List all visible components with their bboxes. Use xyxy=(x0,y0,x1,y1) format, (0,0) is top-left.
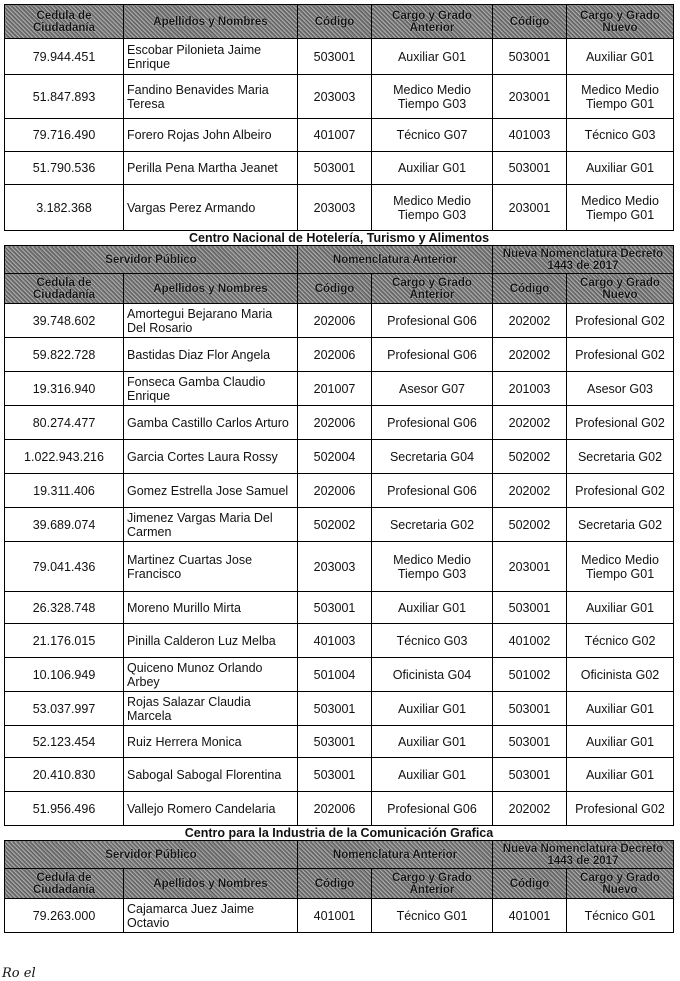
header-codigo-nuevo: Código xyxy=(493,5,567,39)
codigo-anterior-cell: 503001 xyxy=(298,592,372,624)
nombre-cell: Gamba Castillo Carlos Arturo xyxy=(124,406,298,440)
cargo-anterior-cell: Oficinista G04 xyxy=(372,658,493,692)
codigo-anterior-cell: 203003 xyxy=(298,75,372,119)
group-header-row xyxy=(5,246,674,274)
cargo-nuevo-cell: Oficinista G02 xyxy=(567,658,674,692)
section-title: Centro Nacional de Hotelería, Turismo y Alimentos xyxy=(5,231,674,246)
table-row xyxy=(5,726,674,758)
cedula-cell: 21.176.015 xyxy=(5,624,124,658)
codigo-anterior-cell: 503001 xyxy=(298,726,372,758)
cedula-cell: 52.123.454 xyxy=(5,726,124,758)
cargo-anterior-cell: Profesional G06 xyxy=(372,406,493,440)
codigo-anterior-cell: 401007 xyxy=(298,119,372,152)
codigo-anterior-cell: 502002 xyxy=(298,508,372,542)
nombre-cell: Ruiz Herrera Monica xyxy=(124,726,298,758)
cargo-nuevo-cell: Profesional G02 xyxy=(567,792,674,826)
nombre-cell: Escobar Pilonieta Jaime Enrique xyxy=(124,39,298,75)
table-row xyxy=(5,624,674,658)
nombre-cell: Rojas Salazar Claudia Marcela xyxy=(124,692,298,726)
table-row xyxy=(5,542,674,592)
cargo-nuevo-cell: Medico Medio Tiempo G01 xyxy=(567,75,674,119)
header-codigo: Código xyxy=(298,869,372,899)
codigo-nuevo-cell: 401001 xyxy=(493,899,567,933)
codigo-nuevo-cell: 202002 xyxy=(493,792,567,826)
nombre-cell: Vallejo Romero Candelaria xyxy=(124,792,298,826)
cedula-cell: 53.037.997 xyxy=(5,692,124,726)
codigo-nuevo-cell: 503001 xyxy=(493,726,567,758)
cargo-anterior-cell: Auxiliar G01 xyxy=(372,592,493,624)
header-cedula: Cedula de Ciudadanía xyxy=(5,274,124,304)
codigo-nuevo-cell: 401002 xyxy=(493,624,567,658)
codigo-nuevo-cell: 203001 xyxy=(493,542,567,592)
nombre-cell: Garcia Cortes Laura Rossy xyxy=(124,440,298,474)
cargo-anterior-cell: Profesional G06 xyxy=(372,338,493,372)
codigo-nuevo-cell: 202002 xyxy=(493,474,567,508)
section-title-row xyxy=(5,826,674,841)
cargo-anterior-cell: Profesional G06 xyxy=(372,304,493,338)
cargo-anterior-cell: Medico Medio Tiempo G03 xyxy=(372,185,493,231)
table-row xyxy=(5,185,674,231)
header-cargo-anterior: Cargo y Grado Anterior xyxy=(372,869,493,899)
cargo-nuevo-cell: Profesional G02 xyxy=(567,304,674,338)
nombre-cell: Moreno Murillo Mirta xyxy=(124,592,298,624)
handwritten-mark: Ro el xyxy=(2,966,36,981)
nombre-cell: Forero Rojas John Albeiro xyxy=(124,119,298,152)
codigo-nuevo-cell: 503001 xyxy=(493,758,567,792)
header-apellidos-nombres: Apellidos y Nombres xyxy=(124,5,298,39)
cargo-nuevo-cell: Técnico G01 xyxy=(567,899,674,933)
nombre-cell: Martinez Cuartas Jose Francisco xyxy=(124,542,298,592)
table-row xyxy=(5,899,674,933)
cedula-cell: 51.790.536 xyxy=(5,152,124,185)
table-row xyxy=(5,119,674,152)
nombre-cell: Jimenez Vargas Maria Del Carmen xyxy=(124,508,298,542)
cargo-nuevo-cell: Secretaria G02 xyxy=(567,508,674,542)
cedula-cell: 80.274.477 xyxy=(5,406,124,440)
cargo-nuevo-cell: Auxiliar G01 xyxy=(567,758,674,792)
codigo-anterior-cell: 203003 xyxy=(298,542,372,592)
cargo-anterior-cell: Auxiliar G01 xyxy=(372,758,493,792)
table-row xyxy=(5,440,674,474)
cedula-cell: 1.022.943.216 xyxy=(5,440,124,474)
cargo-anterior-cell: Técnico G01 xyxy=(372,899,493,933)
cedula-cell: 51.847.893 xyxy=(5,75,124,119)
codigo-nuevo-cell: 502002 xyxy=(493,440,567,474)
cedula-cell: 59.822.728 xyxy=(5,338,124,372)
codigo-nuevo-cell: 202002 xyxy=(493,406,567,440)
cargo-anterior-cell: Profesional G06 xyxy=(372,792,493,826)
cargo-nuevo-cell: Técnico G02 xyxy=(567,624,674,658)
codigo-nuevo-cell: 202002 xyxy=(493,304,567,338)
codigo-anterior-cell: 502004 xyxy=(298,440,372,474)
cargo-anterior-cell: Medico Medio Tiempo G03 xyxy=(372,542,493,592)
table-row xyxy=(5,39,674,75)
column-header-row xyxy=(5,274,674,304)
header-codigo-nuevo: Código xyxy=(493,274,567,304)
codigo-anterior-cell: 503001 xyxy=(298,692,372,726)
nombre-cell: Perilla Pena Martha Jeanet xyxy=(124,152,298,185)
cedula-cell: 39.689.074 xyxy=(5,508,124,542)
table-row xyxy=(5,152,674,185)
codigo-nuevo-cell: 201003 xyxy=(493,372,567,406)
nombre-cell: Quiceno Munoz Orlando Arbey xyxy=(124,658,298,692)
cargo-nuevo-cell: Medico Medio Tiempo G01 xyxy=(567,542,674,592)
cargo-nuevo-cell: Técnico G03 xyxy=(567,119,674,152)
cedula-cell: 26.328.748 xyxy=(5,592,124,624)
codigo-anterior-cell: 201007 xyxy=(298,372,372,406)
header-nueva-nomenclatura: Nueva Nomenclatura Decreto 1443 de 2017 xyxy=(493,841,674,869)
codigo-nuevo-cell: 503001 xyxy=(493,152,567,185)
codigo-nuevo-cell: 202002 xyxy=(493,338,567,372)
cargo-nuevo-cell: Profesional G02 xyxy=(567,406,674,440)
cargo-nuevo-cell: Asesor G03 xyxy=(567,372,674,406)
nombre-cell: Vargas Perez Armando xyxy=(124,185,298,231)
document-page xyxy=(4,4,673,933)
column-header-row xyxy=(5,869,674,899)
table-row xyxy=(5,592,674,624)
table-row xyxy=(5,758,674,792)
codigo-nuevo-cell: 203001 xyxy=(493,185,567,231)
codigo-anterior-cell: 401003 xyxy=(298,624,372,658)
header-cedula: Cedula de Ciudadanía xyxy=(5,869,124,899)
cedula-cell: 10.106.949 xyxy=(5,658,124,692)
codigo-anterior-cell: 503001 xyxy=(298,152,372,185)
codigo-anterior-cell: 401001 xyxy=(298,899,372,933)
header-servidor-publico: Servidor Público xyxy=(5,841,298,869)
header-nomenclatura-anterior: Nomenclatura Anterior xyxy=(298,841,493,869)
cargo-nuevo-cell: Auxiliar G01 xyxy=(567,152,674,185)
cargo-anterior-cell: Profesional G06 xyxy=(372,474,493,508)
table-row xyxy=(5,304,674,338)
header-cargo-nuevo: Cargo y Grado Nuevo xyxy=(567,869,674,899)
cedula-cell: 19.316.940 xyxy=(5,372,124,406)
codigo-anterior-cell: 203003 xyxy=(298,185,372,231)
codigo-nuevo-cell: 501002 xyxy=(493,658,567,692)
cargo-nuevo-cell: Auxiliar G01 xyxy=(567,592,674,624)
header-codigo: Código xyxy=(298,274,372,304)
header-cargo-nuevo: Cargo y Grado Nuevo xyxy=(567,274,674,304)
cedula-cell: 79.263.000 xyxy=(5,899,124,933)
cargo-nuevo-cell: Medico Medio Tiempo G01 xyxy=(567,185,674,231)
nomenclature-table xyxy=(4,4,674,933)
codigo-nuevo-cell: 503001 xyxy=(493,39,567,75)
cedula-cell: 79.944.451 xyxy=(5,39,124,75)
cargo-anterior-cell: Medico Medio Tiempo G03 xyxy=(372,75,493,119)
cargo-anterior-cell: Auxiliar G01 xyxy=(372,692,493,726)
table-row xyxy=(5,474,674,508)
cargo-nuevo-cell: Auxiliar G01 xyxy=(567,726,674,758)
cedula-cell: 79.716.490 xyxy=(5,119,124,152)
table-row xyxy=(5,75,674,119)
codigo-anterior-cell: 501004 xyxy=(298,658,372,692)
header-servidor-publico: Servidor Público xyxy=(5,246,298,274)
nombre-cell: Bastidas Diaz Flor Angela xyxy=(124,338,298,372)
table-row xyxy=(5,338,674,372)
codigo-anterior-cell: 202006 xyxy=(298,304,372,338)
nombre-cell: Sabogal Sabogal Florentina xyxy=(124,758,298,792)
cedula-cell: 39.748.602 xyxy=(5,304,124,338)
codigo-nuevo-cell: 502002 xyxy=(493,508,567,542)
table-row xyxy=(5,792,674,826)
codigo-nuevo-cell: 503001 xyxy=(493,592,567,624)
table-body xyxy=(5,5,674,933)
nombre-cell: Fandino Benavides Maria Teresa xyxy=(124,75,298,119)
codigo-anterior-cell: 503001 xyxy=(298,39,372,75)
cedula-cell: 19.311.406 xyxy=(5,474,124,508)
codigo-anterior-cell: 202006 xyxy=(298,338,372,372)
table-row xyxy=(5,372,674,406)
header-cargo-anterior: Cargo y Grado Anterior xyxy=(372,274,493,304)
cargo-anterior-cell: Técnico G03 xyxy=(372,624,493,658)
table-row xyxy=(5,406,674,440)
cargo-nuevo-cell: Auxiliar G01 xyxy=(567,692,674,726)
header-cargo-nuevo: Cargo y Grado Nuevo xyxy=(567,5,674,39)
table-row xyxy=(5,692,674,726)
cargo-anterior-cell: Secretaria G02 xyxy=(372,508,493,542)
cedula-cell: 20.410.830 xyxy=(5,758,124,792)
nombre-cell: Amortegui Bejarano Maria Del Rosario xyxy=(124,304,298,338)
cargo-anterior-cell: Auxiliar G01 xyxy=(372,726,493,758)
cargo-nuevo-cell: Secretaria G02 xyxy=(567,440,674,474)
cedula-cell: 79.041.436 xyxy=(5,542,124,592)
cedula-cell: 51.956.496 xyxy=(5,792,124,826)
cargo-nuevo-cell: Auxiliar G01 xyxy=(567,39,674,75)
cargo-nuevo-cell: Profesional G02 xyxy=(567,338,674,372)
section-title: Centro para la Industria de la Comunicación Grafica xyxy=(5,826,674,841)
codigo-anterior-cell: 202006 xyxy=(298,474,372,508)
cedula-cell: 3.182.368 xyxy=(5,185,124,231)
codigo-nuevo-cell: 203001 xyxy=(493,75,567,119)
group-header-row xyxy=(5,841,674,869)
cargo-anterior-cell: Secretaria G04 xyxy=(372,440,493,474)
header-cedula: Cedula de Ciudadanía xyxy=(5,5,124,39)
codigo-anterior-cell: 202006 xyxy=(298,406,372,440)
codigo-nuevo-cell: 401003 xyxy=(493,119,567,152)
nombre-cell: Cajamarca Juez Jaime Octavio xyxy=(124,899,298,933)
section-title-row xyxy=(5,231,674,246)
header-apellidos-nombres: Apellidos y Nombres xyxy=(124,869,298,899)
column-header-row xyxy=(5,5,674,39)
nombre-cell: Pinilla Calderon Luz Melba xyxy=(124,624,298,658)
cargo-nuevo-cell: Profesional G02 xyxy=(567,474,674,508)
table-row xyxy=(5,658,674,692)
cargo-anterior-cell: Auxiliar G01 xyxy=(372,152,493,185)
header-codigo-nuevo: Código xyxy=(493,869,567,899)
header-cargo-anterior: Cargo y Grado Anterior xyxy=(372,5,493,39)
nombre-cell: Fonseca Gamba Claudio Enrique xyxy=(124,372,298,406)
nombre-cell: Gomez Estrella Jose Samuel xyxy=(124,474,298,508)
header-codigo: Código xyxy=(298,5,372,39)
header-nueva-nomenclatura: Nueva Nomenclatura Decreto 1443 de 2017 xyxy=(493,246,674,274)
cargo-anterior-cell: Auxiliar G01 xyxy=(372,39,493,75)
codigo-nuevo-cell: 503001 xyxy=(493,692,567,726)
codigo-anterior-cell: 503001 xyxy=(298,758,372,792)
header-apellidos-nombres: Apellidos y Nombres xyxy=(124,274,298,304)
codigo-anterior-cell: 202006 xyxy=(298,792,372,826)
table-row xyxy=(5,508,674,542)
cargo-anterior-cell: Asesor G07 xyxy=(372,372,493,406)
header-nomenclatura-anterior: Nomenclatura Anterior xyxy=(298,246,493,274)
cargo-anterior-cell: Técnico G07 xyxy=(372,119,493,152)
